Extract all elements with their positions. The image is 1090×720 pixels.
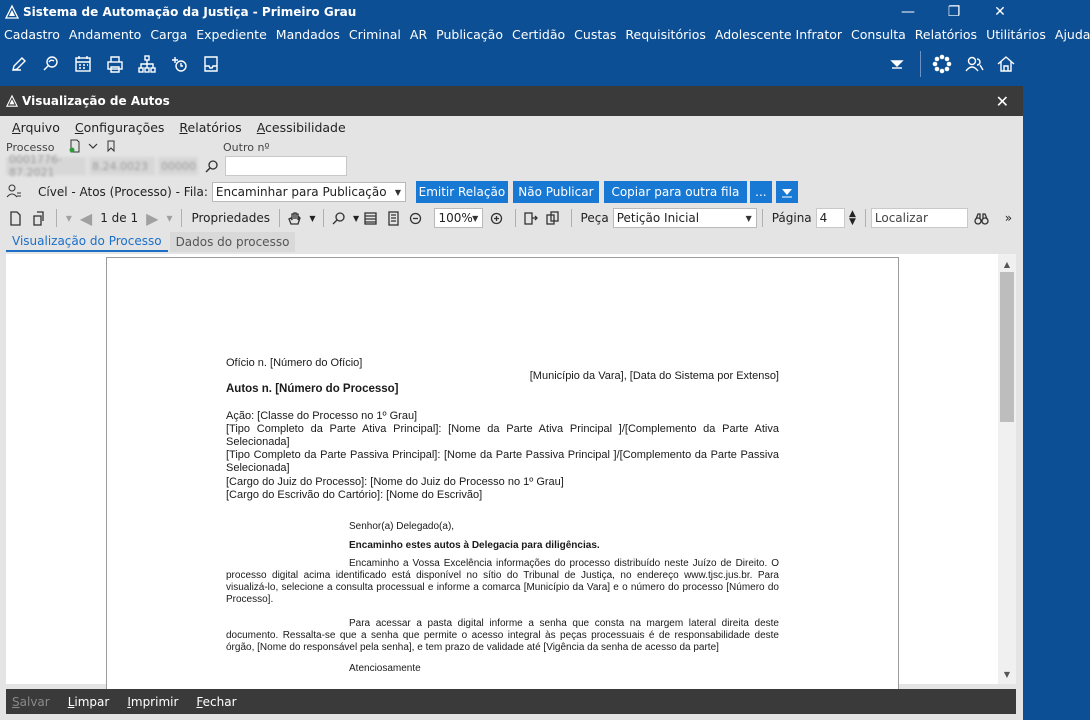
new-document-icon[interactable]	[68, 139, 82, 153]
salvar-button[interactable]: Salvar	[12, 694, 50, 709]
menu-utilitarios[interactable]: Utilitários	[986, 26, 1046, 42]
filter-button[interactable]	[776, 181, 798, 203]
doc-paragrafo-2: Para acessar a pasta digital informe a senha que consta na margem lateral direita deste documento. Ressalta-se que a senha que permite o acesso integral às peças processuais é de responsabilidade deste órgão, [Nome do responsável pela senha], e tem prazo de validade até [Vigência da senha de acesso da parte]	[226, 618, 779, 654]
doc-juiz: [Cargo do Juiz do Processo]: [Nome do Juiz do Processo no 1º Grau]	[226, 475, 564, 488]
visualizacao-autos-window	[0, 86, 1023, 720]
menu-carga[interactable]: Carga	[150, 26, 188, 42]
home-icon[interactable]	[995, 53, 1017, 75]
inbox-icon[interactable]	[200, 53, 222, 75]
nao-publicar-button[interactable]: Não Publicar	[513, 181, 599, 203]
submenu-acessibilidade[interactable]: Acessibilidade	[256, 120, 346, 135]
scroll-down-icon[interactable]: ▼	[1003, 669, 1011, 679]
fila-selected-value: Encaminhar para Publicação	[215, 185, 387, 199]
panel-logo-icon	[6, 95, 18, 107]
scroll-up-icon[interactable]: ▲	[1003, 259, 1011, 269]
pagina-label: Página	[771, 211, 812, 225]
process-icons	[68, 139, 122, 153]
action-bar	[6, 689, 1016, 714]
user-queue-icon	[6, 183, 22, 202]
add-clock-icon[interactable]	[168, 53, 190, 75]
fit-page-icon[interactable]	[384, 208, 403, 228]
menu-ar[interactable]: AR	[409, 26, 428, 42]
menu-custas[interactable]: Custas	[574, 26, 617, 42]
vertical-scrollbar[interactable]	[998, 254, 1016, 684]
main-menubar	[0, 24, 1090, 44]
zoom-icon[interactable]	[329, 208, 348, 228]
prev-page-icon[interactable]: ◀	[79, 208, 93, 228]
doc-autos: Autos n. [Número do Processo]	[226, 383, 399, 396]
doc-local-data: [Município da Vara], [Data do Sistema por Extenso]	[529, 370, 779, 383]
peca-value: Petição Inicial	[616, 211, 700, 225]
process-input-row	[6, 153, 347, 179]
menu-certidao[interactable]: Certidão	[511, 26, 566, 42]
overflow-chevron-icon[interactable]: »	[1004, 211, 1013, 225]
outro-label: Outro nº	[223, 141, 270, 154]
fila-row	[6, 180, 1016, 204]
toolbar-separator	[920, 51, 921, 77]
menu-cadastro[interactable]: Cadastro	[4, 26, 60, 42]
calendar-icon[interactable]	[72, 53, 94, 75]
document-viewport[interactable]	[6, 254, 1016, 684]
dropdown-arrow-icon[interactable]	[886, 53, 908, 75]
next-page-icon[interactable]: ▶	[146, 208, 159, 228]
app-title: Sistema de Automação da Justiça - Primeiro Grau	[23, 5, 357, 19]
minimize-button[interactable]: —	[901, 4, 915, 20]
zoom-value: 100%	[438, 211, 473, 225]
zoom-select[interactable]	[434, 208, 483, 228]
toolbar-separator	[323, 209, 324, 227]
propriedades-button[interactable]: Propriedades	[191, 211, 270, 225]
window-controls	[885, 0, 1023, 24]
loading-spinner-icon	[931, 53, 953, 75]
menu-relatorios[interactable]: Relatórios	[914, 26, 978, 42]
chevron-down-icon[interactable]: ▼	[352, 213, 360, 223]
submenu-configuracoes[interactable]: Configurações	[74, 120, 165, 135]
main-toolbar	[0, 46, 1023, 82]
toolbar-separator	[279, 209, 280, 227]
doc-spacer	[226, 654, 779, 662]
document-body	[226, 357, 779, 676]
toolbar-separator	[762, 209, 763, 227]
peca-label: Peça	[580, 211, 609, 225]
panel-submenu	[12, 120, 361, 135]
export-page-icon[interactable]	[521, 208, 540, 228]
menu-adolescente-infrator[interactable]: Adolescente Infrator	[714, 26, 843, 42]
app-logo-icon	[5, 5, 19, 19]
dropdown-arrow-icon: ▼	[394, 187, 401, 197]
localizar-input[interactable]: Localizar	[871, 208, 968, 228]
menu-ajuda[interactable]: Ajuda	[1054, 26, 1090, 42]
submenu-relatorios[interactable]: Relatórios	[179, 120, 242, 135]
imprimir-button[interactable]: Imprimir	[127, 694, 179, 709]
document-view-icon[interactable]	[6, 208, 25, 228]
search-process-icon[interactable]	[40, 53, 62, 75]
doc-paragrafo-1: Encaminho a Vossa Excelência informações do processo distribuído neste Juízo de Direito. O processo digital acima identificado está disponível no sítio do Tribunal de Justiça, no endereço www.tjsc.jus.br. Para visualizá-lo, selecione a consulta processual e informe a comarca [Município da Vara] e o número do processo [Número do Processo].	[226, 558, 779, 606]
toolbar-right	[882, 46, 1023, 82]
doc-saudacao: Senhor(a) Delegado(a),	[349, 521, 455, 533]
toolbar-separator	[56, 209, 57, 227]
menu-requisitorios[interactable]: Requisitórios	[625, 26, 706, 42]
doc-spacer	[226, 502, 779, 520]
chevron-down-icon[interactable]: ▼	[309, 213, 316, 223]
zoom-in-icon[interactable]	[487, 208, 506, 228]
processo-number-field[interactable]: 0001776-87.2021	[6, 157, 86, 175]
binoculars-icon[interactable]	[972, 208, 991, 228]
viewer-tabs	[6, 232, 297, 252]
pagina-input[interactable]: 4	[816, 208, 845, 228]
spinner-up-icon[interactable]: ▲	[848, 209, 856, 219]
rotate-page-icon[interactable]	[28, 208, 47, 228]
chevron-down-icon[interactable]	[86, 139, 100, 153]
menu-criminal[interactable]: Criminal	[348, 26, 401, 42]
panel-close-button[interactable]: ✕	[995, 92, 1009, 111]
processo-foro-field[interactable]: 8.24.0023	[89, 157, 155, 175]
fila-label: Cível - Atos (Processo) - Fila:	[38, 185, 208, 199]
menu-consulta[interactable]: Consulta	[851, 26, 906, 42]
app-titlebar	[0, 0, 1023, 24]
users-icon[interactable]	[963, 53, 985, 75]
viewer-toolbar	[6, 206, 1016, 230]
doc-parte-ativa: [Tipo Completo da Parte Ativa Principal]: [Nome da Parte Ativa Principal ]/[Complemento da Parte Ativa Selecionada]	[226, 422, 779, 449]
fila-select[interactable]	[212, 182, 406, 202]
hierarchy-icon[interactable]	[136, 53, 158, 75]
outro-numero-input[interactable]	[225, 156, 347, 176]
doc-fecho: Atenciosamente	[349, 663, 421, 675]
zoom-out-icon[interactable]	[406, 208, 425, 228]
doc-spacer	[226, 397, 779, 410]
doc-acao: Ação: [Classe do Processo no 1º Grau]	[226, 409, 418, 422]
search-icon[interactable]	[201, 156, 223, 176]
menu-publicacao[interactable]: Publicação	[436, 26, 503, 42]
toolbar-separator	[571, 209, 572, 227]
toolbar-separator	[865, 209, 866, 227]
submenu-arquivo[interactable]: Arquivo	[12, 120, 60, 135]
doc-spacer	[226, 606, 779, 618]
doc-encaminho: Encaminho estes autos à Delegacia para diligências.	[349, 540, 600, 552]
dropdown-arrow-icon: ▼	[745, 213, 752, 223]
last-page-icon[interactable]: ▾	[166, 211, 173, 225]
emitir-relacao-button[interactable]: Emitir Relação	[416, 181, 508, 203]
restore-button[interactable]: ❐	[947, 4, 961, 20]
menu-mandados[interactable]: Mandados	[275, 26, 340, 42]
page-spinner[interactable]	[849, 210, 856, 226]
scrollbar-thumb[interactable]	[1000, 272, 1014, 422]
processo-origem-field[interactable]: 00000	[158, 157, 198, 175]
tab-dados-processo[interactable]: Dados do processo	[170, 232, 296, 252]
menu-expediente[interactable]: Expediente	[196, 26, 267, 42]
panel-title: Visualização de Autos	[22, 94, 170, 108]
fechar-button[interactable]: Fechar	[196, 694, 237, 709]
edit-icon[interactable]	[8, 53, 30, 75]
copiar-outra-fila-button[interactable]: Copiar para outra fila	[604, 181, 747, 203]
doc-oficio: Ofício n. [Número do Ofício]	[226, 357, 363, 369]
tab-visualizacao-processo[interactable]: Visualização do Processo	[6, 232, 168, 252]
close-button[interactable]: ✕	[994, 4, 1006, 20]
panel-titlebar	[0, 86, 1023, 116]
doc-escrivao: [Cargo do Escrivão do Cartório]: [Nome do Escrivão]	[226, 488, 483, 501]
more-options-button[interactable]: ...	[750, 181, 772, 203]
dropdown-arrow-icon: ▼	[472, 213, 479, 223]
spinner-down-icon[interactable]: ▼	[848, 217, 856, 227]
limpar-button[interactable]: Limpar	[67, 694, 110, 709]
copy-page-icon[interactable]	[543, 208, 562, 228]
document-page	[106, 257, 899, 697]
menu-andamento[interactable]: Andamento	[68, 26, 142, 42]
hand-tool-icon[interactable]	[285, 208, 304, 228]
fit-width-icon[interactable]	[361, 208, 380, 228]
processo-label: Processo	[6, 141, 55, 154]
page-count: 1 de 1	[100, 211, 139, 225]
toolbar-separator	[515, 209, 516, 227]
peca-select[interactable]	[613, 208, 757, 228]
bookmark-icon[interactable]	[104, 139, 118, 153]
printer-icon[interactable]	[104, 53, 126, 75]
first-page-icon[interactable]: ▾	[65, 211, 72, 225]
filter-icon	[781, 186, 793, 198]
doc-parte-passiva: [Tipo Completo da Parte Passiva Principal]: [Nome da Parte Passiva Principal ]/[Complemento da Parte Passiva Selecionada]	[226, 449, 779, 475]
toolbar-separator	[181, 209, 182, 227]
